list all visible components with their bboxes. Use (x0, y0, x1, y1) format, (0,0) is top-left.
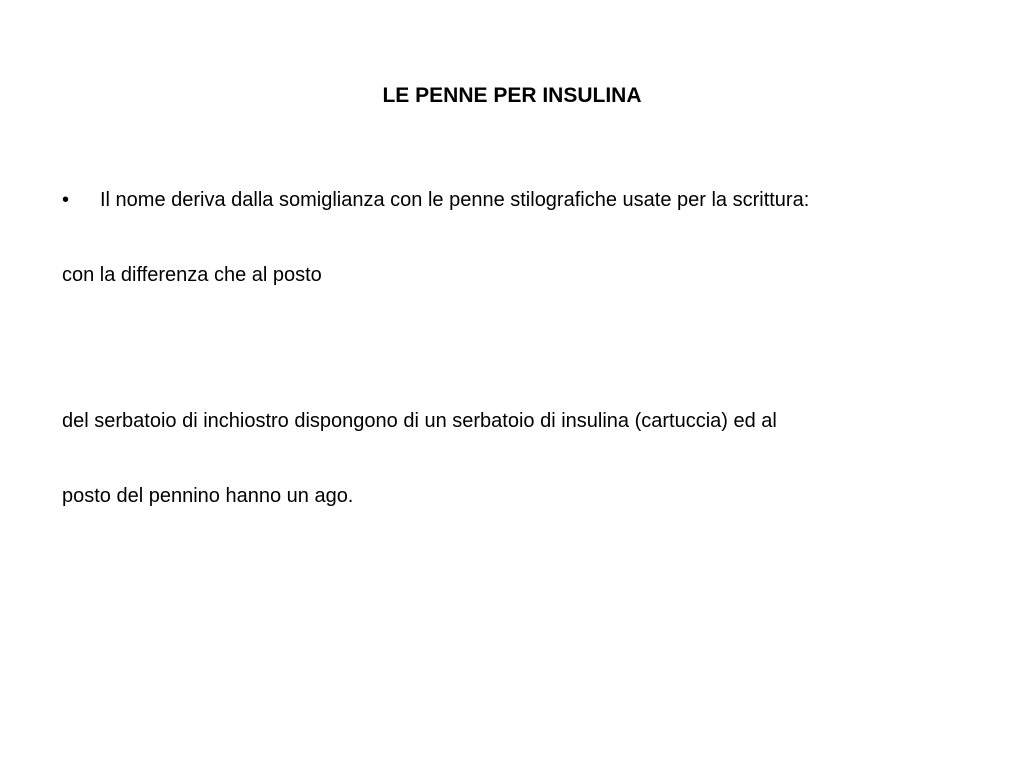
bullet-item (62, 186, 809, 214)
slide-title: LE PENNE PER INSULINA (382, 84, 642, 107)
bullet-text: Il nome deriva dalla somiglianza con le penne stilografiche usate per la scrittura: (100, 189, 810, 211)
body-text-line: con la differenza che al posto (62, 264, 322, 286)
bullet-icon: • (62, 189, 70, 211)
body-text-line: posto del pennino hanno un ago. (62, 485, 354, 507)
body-text-line: del serbatoio di inchiostro dispongono di un serbatoio di insulina (cartuccia) ed al (62, 410, 777, 432)
